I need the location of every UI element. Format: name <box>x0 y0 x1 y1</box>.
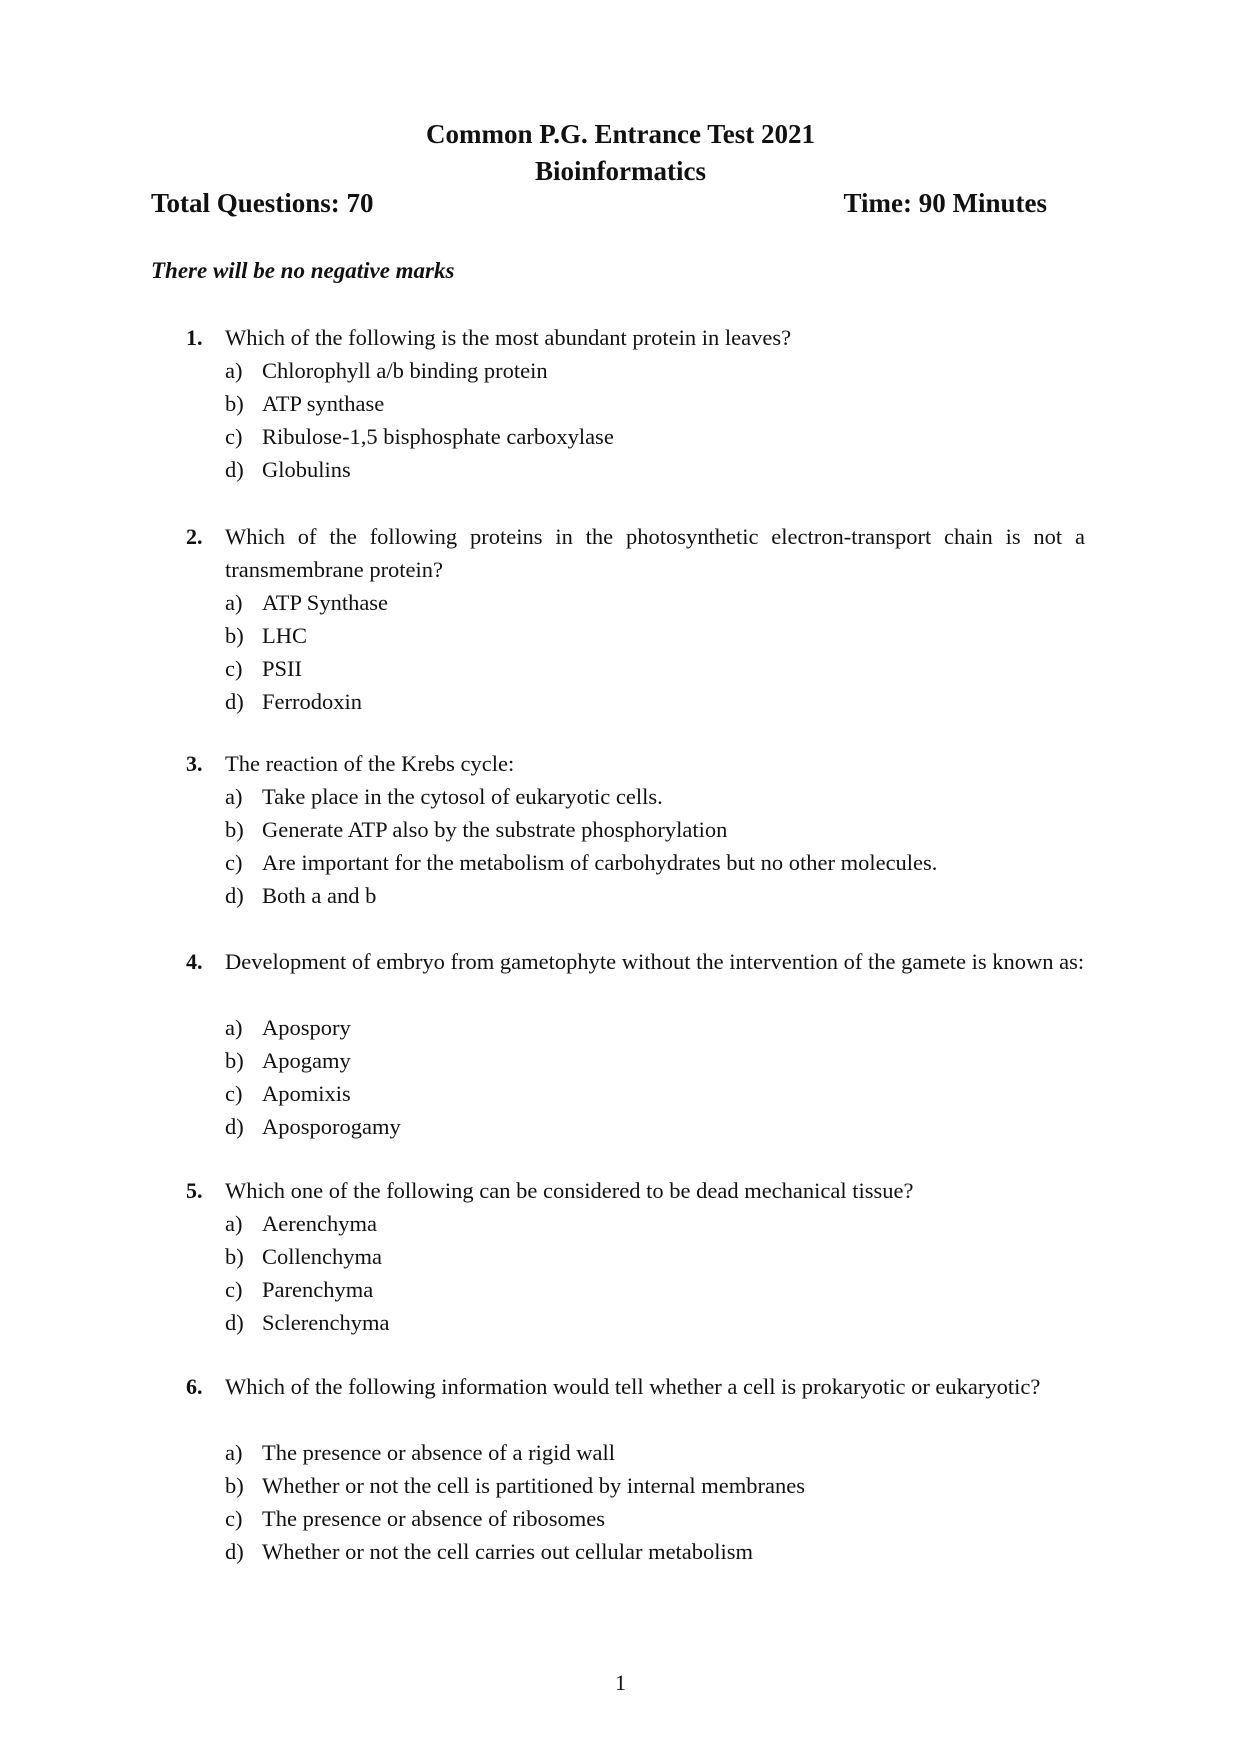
option-text: Collenchyma <box>262 1244 382 1269</box>
question-text: Which of the following is the most abundant protein in leaves? <box>225 325 792 350</box>
option-text: Apomixis <box>262 1081 351 1106</box>
option-letter: d) <box>225 1539 244 1564</box>
question-text: The reaction of the Krebs cycle: <box>225 751 515 776</box>
option-text: Aposporogamy <box>262 1114 401 1139</box>
option-letter: a) <box>225 1211 243 1236</box>
option-text: Parenchyma <box>262 1277 374 1302</box>
option-text: Apospory <box>262 1015 351 1040</box>
option-text: ATP synthase <box>262 391 385 416</box>
option-text: Are important for the metabolism of carbohydrates but no other molecules. <box>262 850 938 875</box>
option-text: Apogamy <box>262 1048 351 1073</box>
question-number: 3. <box>186 751 203 776</box>
option-letter: d) <box>225 1114 244 1139</box>
option-letter: a) <box>225 358 243 383</box>
option-letter: c) <box>225 850 243 875</box>
option-text: Ferrodoxin <box>262 689 362 714</box>
option-letter: d) <box>225 457 244 482</box>
option-letter: d) <box>225 1310 244 1335</box>
option-letter: d) <box>225 689 244 714</box>
option-text: Aerenchyma <box>262 1211 377 1236</box>
option-letter: c) <box>225 1081 243 1106</box>
option-text: Sclerenchyma <box>262 1310 390 1335</box>
option-text: The presence or absence of ribosomes <box>262 1506 605 1531</box>
option-letter: b) <box>225 1473 244 1498</box>
option-text: PSII <box>262 656 303 681</box>
option-text: Globulins <box>262 457 351 482</box>
option-text: Generate ATP also by the substrate phosphorylation <box>262 817 728 842</box>
question-text: Development of embryo from gametophyte without the intervention of the gamete is known as: <box>225 949 1085 974</box>
option-text: Chlorophyll a/b binding protein <box>262 358 548 383</box>
total-questions: Total Questions: 70 <box>151 188 374 218</box>
option-letter: b) <box>225 817 244 842</box>
exam-time: Time: 90 Minutes <box>843 188 1047 218</box>
option-text: Whether or not the cell carries out cellular metabolism <box>262 1539 754 1564</box>
option-letter: d) <box>225 883 244 908</box>
question-number: 4. <box>186 949 203 974</box>
option-text: The presence or absence of a rigid wall <box>262 1440 615 1465</box>
option-text: Whether or not the cell is partitioned by internal membranes <box>262 1473 805 1498</box>
page-number: 1 <box>615 1670 626 1695</box>
option-letter: c) <box>225 656 243 681</box>
option-letter: c) <box>225 1506 243 1531</box>
exam-subject: Bioinformatics <box>535 156 706 186</box>
option-letter: a) <box>225 784 243 809</box>
marking-note: There will be no negative marks <box>151 258 455 283</box>
option-letter: a) <box>225 1015 243 1040</box>
question-number: 6. <box>186 1374 203 1399</box>
option-text: ATP Synthase <box>262 590 389 615</box>
option-letter: b) <box>225 1048 244 1073</box>
option-letter: b) <box>225 391 244 416</box>
option-text: Ribulose-1,5 bisphosphate carboxylase <box>262 424 614 449</box>
exam-title: Common P.G. Entrance Test 2021 <box>425 119 816 149</box>
option-letter: a) <box>225 1440 243 1465</box>
option-text: Take place in the cytosol of eukaryotic cells. <box>262 784 663 809</box>
question-text: Which one of the following can be considered to be dead mechanical tissue? <box>225 1178 914 1203</box>
option-text: Both a and b <box>262 883 377 908</box>
option-letter: c) <box>225 424 243 449</box>
question-text: Which of the following information would tell whether a cell is prokaryotic or eukaryotic? <box>225 1374 1041 1399</box>
option-letter: b) <box>225 623 244 648</box>
question-number: 2. <box>186 524 203 549</box>
option-text: LHC <box>262 623 307 648</box>
option-letter: b) <box>225 1244 244 1269</box>
question-number: 5. <box>186 1178 203 1203</box>
option-letter: a) <box>225 590 243 615</box>
option-letter: c) <box>225 1277 243 1302</box>
question-text: Which of the following proteins in the photosynthetic electron-transport chain is not a transmembrane protein? <box>225 524 1085 582</box>
question-number: 1. <box>186 325 203 350</box>
